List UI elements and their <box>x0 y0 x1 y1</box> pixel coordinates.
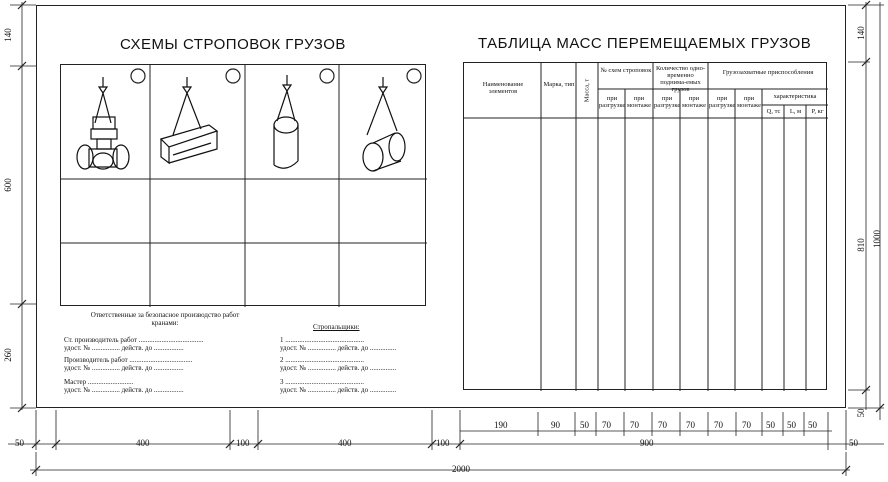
slingers-header: Стропальщики: <box>313 323 360 331</box>
sub-montazh-3: при монтаже <box>737 95 761 109</box>
dim-rv-3: 50 <box>856 408 866 418</box>
dim-bl-3: 400 <box>338 438 352 448</box>
col-mass-header: Масса, т <box>583 78 591 103</box>
dim-lv-0: 140 <box>3 28 13 42</box>
dim-br-end: 50 <box>849 438 858 448</box>
dim-rv-0: 140 <box>856 26 866 40</box>
dim-br-11: 50 <box>808 420 817 430</box>
dim-br-total: 900 <box>640 438 654 448</box>
dim-bl-1: 400 <box>136 438 150 448</box>
responsible-header: Ответственные за безопасное производство работ кранами: <box>90 311 240 327</box>
sub-montazh-2: при монтаже <box>682 95 706 109</box>
dim-bl-0: 50 <box>15 438 24 448</box>
sub-razgruz-3: при разгрузке <box>709 95 736 109</box>
dim-br-2: 50 <box>580 420 589 430</box>
dim-br-7: 70 <box>714 420 723 430</box>
col-gear-header: Грузозахватные приспособления <box>722 69 814 76</box>
role-1: Ст. производитель работ ..................................... удост. № ................ действ. до ................. <box>64 336 204 352</box>
dim-rv-1: 810 <box>856 238 866 252</box>
dim-bl-2: 100 <box>236 438 250 448</box>
slinger-1: 1 ............................................. удост. № ................ действ. до ............... <box>280 336 397 352</box>
sub-razgruz-2: при разгрузке <box>654 95 681 109</box>
col-scheme-header: № схем строповок <box>600 67 652 74</box>
dim-br-10: 50 <box>787 420 796 430</box>
col-name-header: Наименование элементов <box>482 81 524 95</box>
sub-p: P, кг <box>811 108 824 115</box>
dim-br-6: 70 <box>686 420 695 430</box>
sub-razgruz-1: при разгрузке <box>599 95 626 109</box>
dim-lv-1: 600 <box>3 178 13 192</box>
sub-montazh-1: при монтаже <box>627 95 651 109</box>
left-title: СХЕМЫ СТРОПОВОК ГРУЗОВ <box>120 36 346 53</box>
dim-br-0: 190 <box>494 420 508 430</box>
right-title: ТАБЛИЦА МАСС ПЕРЕМЕЩАЕМЫХ ГРУЗОВ <box>478 35 812 52</box>
sub-l: L, м <box>789 108 802 115</box>
col-quantity-header: Количество одно-временно поднима-емых грузов <box>655 65 706 93</box>
role-3: Мастер .......................... удост. № ................ действ. до ................. <box>64 378 184 394</box>
dim-rv-2: 1000 <box>872 230 882 248</box>
sub-q: Q, тс <box>766 108 781 115</box>
dim-bl-4: 100 <box>436 438 450 448</box>
dim-br-1: 90 <box>551 420 560 430</box>
dim-br-8: 70 <box>742 420 751 430</box>
dim-lv-2: 260 <box>3 348 13 362</box>
slinger-2: 2 ............................................. удост. № ................ действ. до ............... <box>280 356 397 372</box>
slinger-3: 3 ............................................. удост. № ................ действ. до ............... <box>280 378 397 394</box>
dim-br-9: 50 <box>766 420 775 430</box>
dim-total: 2000 <box>452 464 470 474</box>
dim-br-3: 70 <box>602 420 611 430</box>
dim-br-5: 70 <box>658 420 667 430</box>
col-brand-header: Марка, тип <box>543 81 575 88</box>
dim-br-4: 70 <box>630 420 639 430</box>
role-2: Производитель работ .................................... удост. № ................ действ. до ................. <box>64 356 193 372</box>
sub-characteristics: характеристика <box>773 93 817 100</box>
